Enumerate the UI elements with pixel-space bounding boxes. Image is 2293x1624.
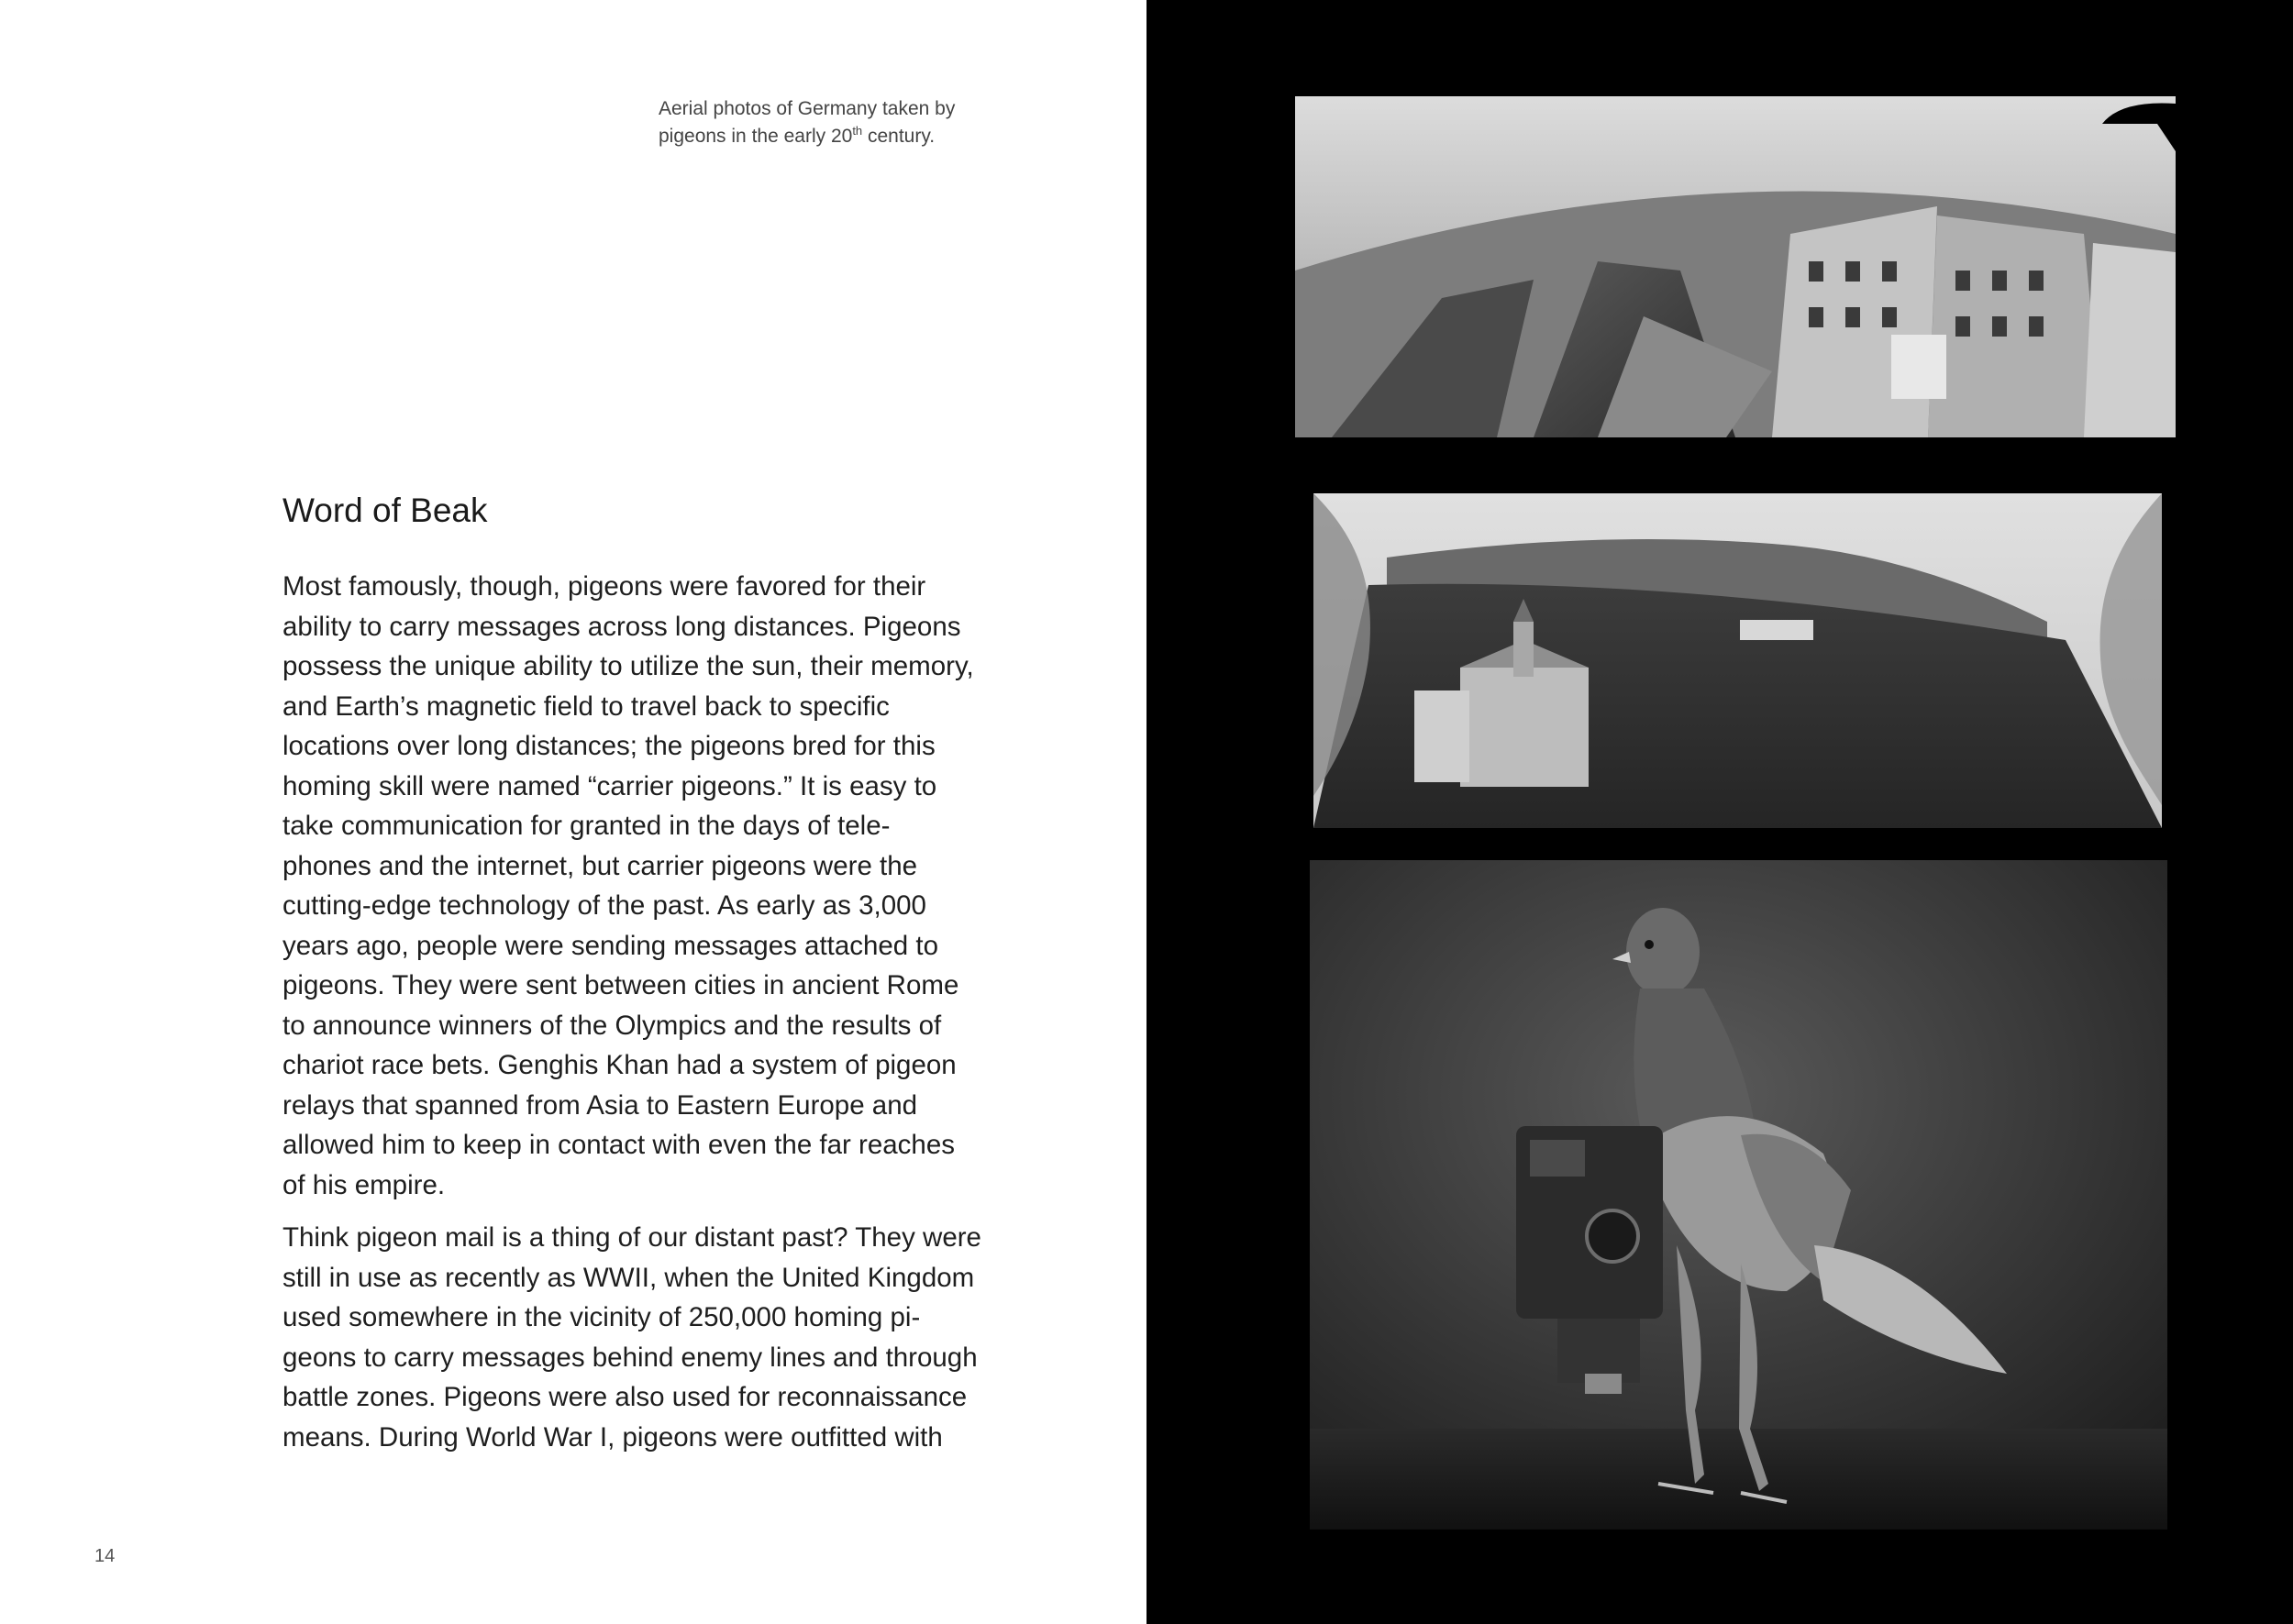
paragraph-line: homing skill were named “carrier pigeons.” It is easy to [282, 770, 937, 801]
aerial-castle-forest-photo [1313, 493, 2162, 828]
paragraph-line: geons to carry messages behind enemy lines and through [282, 1342, 978, 1373]
paragraph-line: to announce winners of the Olympics and the results of [282, 1010, 942, 1041]
paragraph-line: and Earth’s magnetic field to travel back to specific [282, 690, 890, 722]
paragraph-line: phones and the internet, but carrier pigeons were the [282, 850, 918, 881]
section-heading: Word of Beak [282, 492, 488, 529]
paragraph-line: ability to carry messages across long distances. Pigeons [282, 611, 961, 642]
caption-line-2-end: century. [862, 126, 936, 147]
body-text [282, 567, 1016, 1457]
paragraph-1 [282, 567, 1016, 1205]
paragraph-line: years ago, people were sending messages attached to [282, 930, 939, 961]
caption-line-2-start: pigeons in the early 20 [659, 126, 853, 147]
caption-line-1: Aerial photos of Germany taken by [659, 98, 956, 119]
paragraph-line: locations over long distances; the pigeons bred for this [282, 731, 936, 761]
paragraph-line: possess the unique ability to utilize the sun, their memory, [282, 651, 974, 681]
paragraph-line: chariot race bets. Genghis Khan had a system of pigeon [282, 1050, 957, 1080]
paragraph-line: Most famously, though, pigeons were favored for their [282, 571, 926, 602]
paragraph-line: Think pigeon mail is a thing of our distant past? They were [282, 1222, 981, 1253]
paragraph-line: battle zones. Pigeons were also used for reconnaissance [282, 1382, 968, 1412]
caption-superscript: th [852, 124, 863, 138]
pigeon-with-camera-photo [1310, 860, 2167, 1530]
paragraph-line: still in use as recently as WWII, when the United Kingdom [282, 1262, 975, 1293]
paragraph-line: allowed him to keep in contact with even the far reaches [282, 1130, 955, 1160]
aerial-rooftops-photo [1295, 96, 2176, 437]
paragraph-line: take communication for granted in the days of tele- [282, 811, 891, 841]
paragraph-2 [282, 1218, 1016, 1457]
left-page [0, 0, 1146, 1624]
page-number: 14 [94, 1546, 116, 1566]
paragraph-line: relays that spanned from Asia to Eastern Europe and [282, 1089, 918, 1121]
paragraph-line: of his empire. [282, 1169, 446, 1200]
paragraph-line: means. During World War I, pigeons were outfitted with [282, 1421, 943, 1453]
photo-caption [659, 95, 1025, 150]
paragraph-line: cutting-edge technology of the past. As early as 3,000 [282, 890, 926, 921]
paragraph-line: used somewhere in the vicinity of 250,000 homing pi- [282, 1302, 921, 1332]
paragraph-line: pigeons. They were sent between cities in ancient Rome [282, 970, 959, 1000]
